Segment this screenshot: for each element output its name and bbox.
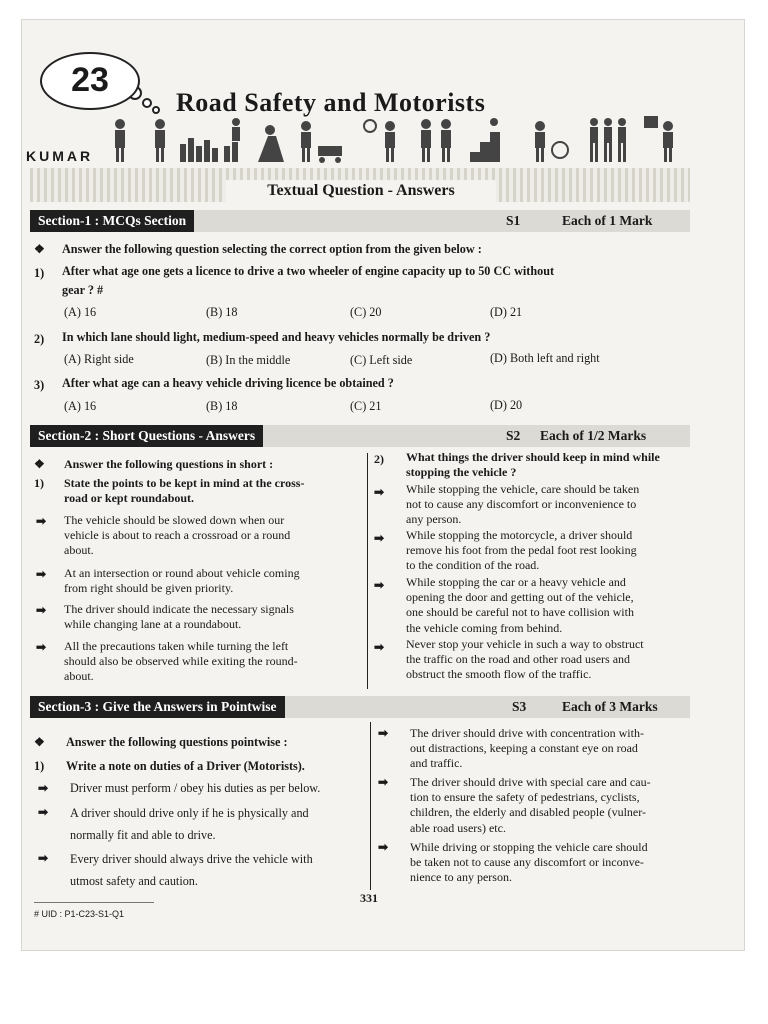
answer-point: All the precautions taken while turning the left should also be observed while exiting the round- about. <box>64 639 298 684</box>
arrow-bullet-icon: ➡ <box>36 640 47 654</box>
question-text: gear ? # <box>62 283 104 297</box>
column-divider <box>367 453 368 689</box>
answer-point: Never stop your vehicle in such a way to obstruct the traffic on the road and other road users and obstruct the smooth flow of the traffic. <box>406 637 644 682</box>
arrow-bullet-icon: ➡ <box>378 726 389 740</box>
answer-point: At an intersection or round about vehicle coming from right should be given priority. <box>64 566 300 596</box>
arrow-bullet-icon: ➡ <box>38 851 49 865</box>
bullet-icon: ❖ <box>34 242 45 256</box>
publisher-brand: KUMAR <box>26 148 94 164</box>
option: (B) 18 <box>206 305 238 319</box>
arrow-bullet-icon: ➡ <box>378 775 389 789</box>
arrow-bullet-icon: ➡ <box>374 531 385 545</box>
people-illustration <box>108 116 693 166</box>
arrow-bullet-icon: ➡ <box>38 805 49 819</box>
option: (C) 21 <box>350 399 382 413</box>
answer-point: While stopping the vehicle, care should be taken not to cause any discomfort or inconvenience to any person. <box>406 482 640 527</box>
arrow-bullet-icon: ➡ <box>374 578 385 592</box>
arrow-bullet-icon: ➡ <box>36 514 47 528</box>
thought-bubble-dot <box>142 98 152 108</box>
question-number: 3) <box>34 378 45 392</box>
question-number: 1) <box>34 476 44 490</box>
question-text: Write a note on duties of a Driver (Motorists). <box>66 759 305 773</box>
answer-point: A driver should drive only if he is physically and normally fit and able to drive. <box>70 806 309 842</box>
arrow-bullet-icon: ➡ <box>374 485 385 499</box>
option: (A) 16 <box>64 305 97 319</box>
section-3-header <box>30 696 690 718</box>
arrow-bullet-icon: ➡ <box>36 603 47 617</box>
uid-code: # UID : P1-C23-S1-Q1 <box>34 909 125 919</box>
question-text: In which lane should light, medium-speed and heavy vehicles normally be driven ? <box>62 330 491 344</box>
section-3-code: S3 <box>512 699 527 714</box>
instruction: Answer the following questions pointwise : <box>66 735 288 749</box>
footer-rule <box>34 902 154 903</box>
question-number: 1) <box>34 759 45 773</box>
question-text: What things the driver should keep in mind while stopping the vehicle ? <box>406 450 660 480</box>
answer-point: The driver should drive with special care and cau- tion to ensure the safety of pedestrians, cyclists, children, the elderly and disabled people (vulner- able road users) etc. <box>410 775 651 835</box>
section-3-label: Section-3 : Give the Answers in Pointwise <box>30 696 285 718</box>
section-1-marks: Each of 1 Mark <box>562 213 653 228</box>
question-text: After what age can a heavy vehicle driving licence be obtained ? <box>62 376 394 390</box>
section-2-label: Section-2 : Short Questions - Answers <box>30 425 263 447</box>
arrow-bullet-icon: ➡ <box>374 640 385 654</box>
section-2-marks: Each of 1/2 Marks <box>540 428 647 443</box>
instruction: Answer the following questions in short : <box>64 457 274 471</box>
answer-point: While stopping the motorcycle, a driver should remove his foot from the pedal foot rest looking to the condition of the road. <box>406 528 637 573</box>
arrow-bullet-icon: ➡ <box>36 567 47 581</box>
page-number: 331 <box>360 891 378 905</box>
bullet-icon: ❖ <box>34 735 45 749</box>
answer-point: While driving or stopping the vehicle care should be taken not to cause any discomfort or inconve- nience to any person. <box>410 840 648 885</box>
chapter-title: Road Safety and Motorists <box>176 88 486 117</box>
question-number: 1) <box>34 266 45 280</box>
column-divider <box>370 722 371 890</box>
question-text: State the points to be kept in mind at the cross- road or kept roundabout. <box>64 476 305 506</box>
thought-bubble-dot <box>152 106 160 114</box>
answer-point: Every driver should always drive the vehicle with utmost safety and caution. <box>70 852 313 888</box>
option: (C) Left side <box>350 353 413 367</box>
section-heading: Textual Question - Answers <box>226 180 496 202</box>
instruction: Answer the following question selecting the correct option from the given below : <box>62 242 482 256</box>
section-1-label: Section-1 : MCQs Section <box>30 210 194 232</box>
question-number: 2) <box>374 452 384 466</box>
option: (D) Both left and right <box>490 351 600 365</box>
question-text: After what age one gets a licence to drive a two wheeler of engine capacity up to 50 CC without <box>62 264 555 278</box>
option: (A) 16 <box>64 399 97 413</box>
question-number: 2) <box>34 332 45 346</box>
option: (B) 18 <box>206 399 238 413</box>
section-1-code: S1 <box>506 213 521 228</box>
chapter-number: 23 <box>40 52 140 110</box>
section-1-header <box>30 210 690 232</box>
answer-point: The driver should drive with concentration with- out distractions, keeping a constant eye on road and traffic. <box>410 726 644 771</box>
option: (D) 21 <box>490 305 523 319</box>
section-3-marks: Each of 3 Marks <box>562 699 658 714</box>
section-2-code: S2 <box>506 428 521 443</box>
bullet-icon: ❖ <box>34 457 45 471</box>
arrow-bullet-icon: ➡ <box>38 781 49 795</box>
section-2-header <box>30 425 690 447</box>
answer-point: While stopping the car or a heavy vehicle and opening the door and getting out of the vehicle, one should be careful not to have collision with the vehicle coming from behind. <box>406 575 634 635</box>
answer-point: The vehicle should be slowed down when our vehicle is about to reach a crossroad or a round about. <box>64 513 291 558</box>
option: (B) In the middle <box>206 353 291 367</box>
answer-point: Driver must perform / obey his duties as per below. <box>70 781 321 795</box>
option: (C) 20 <box>350 305 382 319</box>
arrow-bullet-icon: ➡ <box>378 840 389 854</box>
option: (A) Right side <box>64 352 134 366</box>
answer-point: The driver should indicate the necessary signals while changing lane at a roundabout. <box>64 602 294 632</box>
option: (D) 20 <box>490 398 523 412</box>
